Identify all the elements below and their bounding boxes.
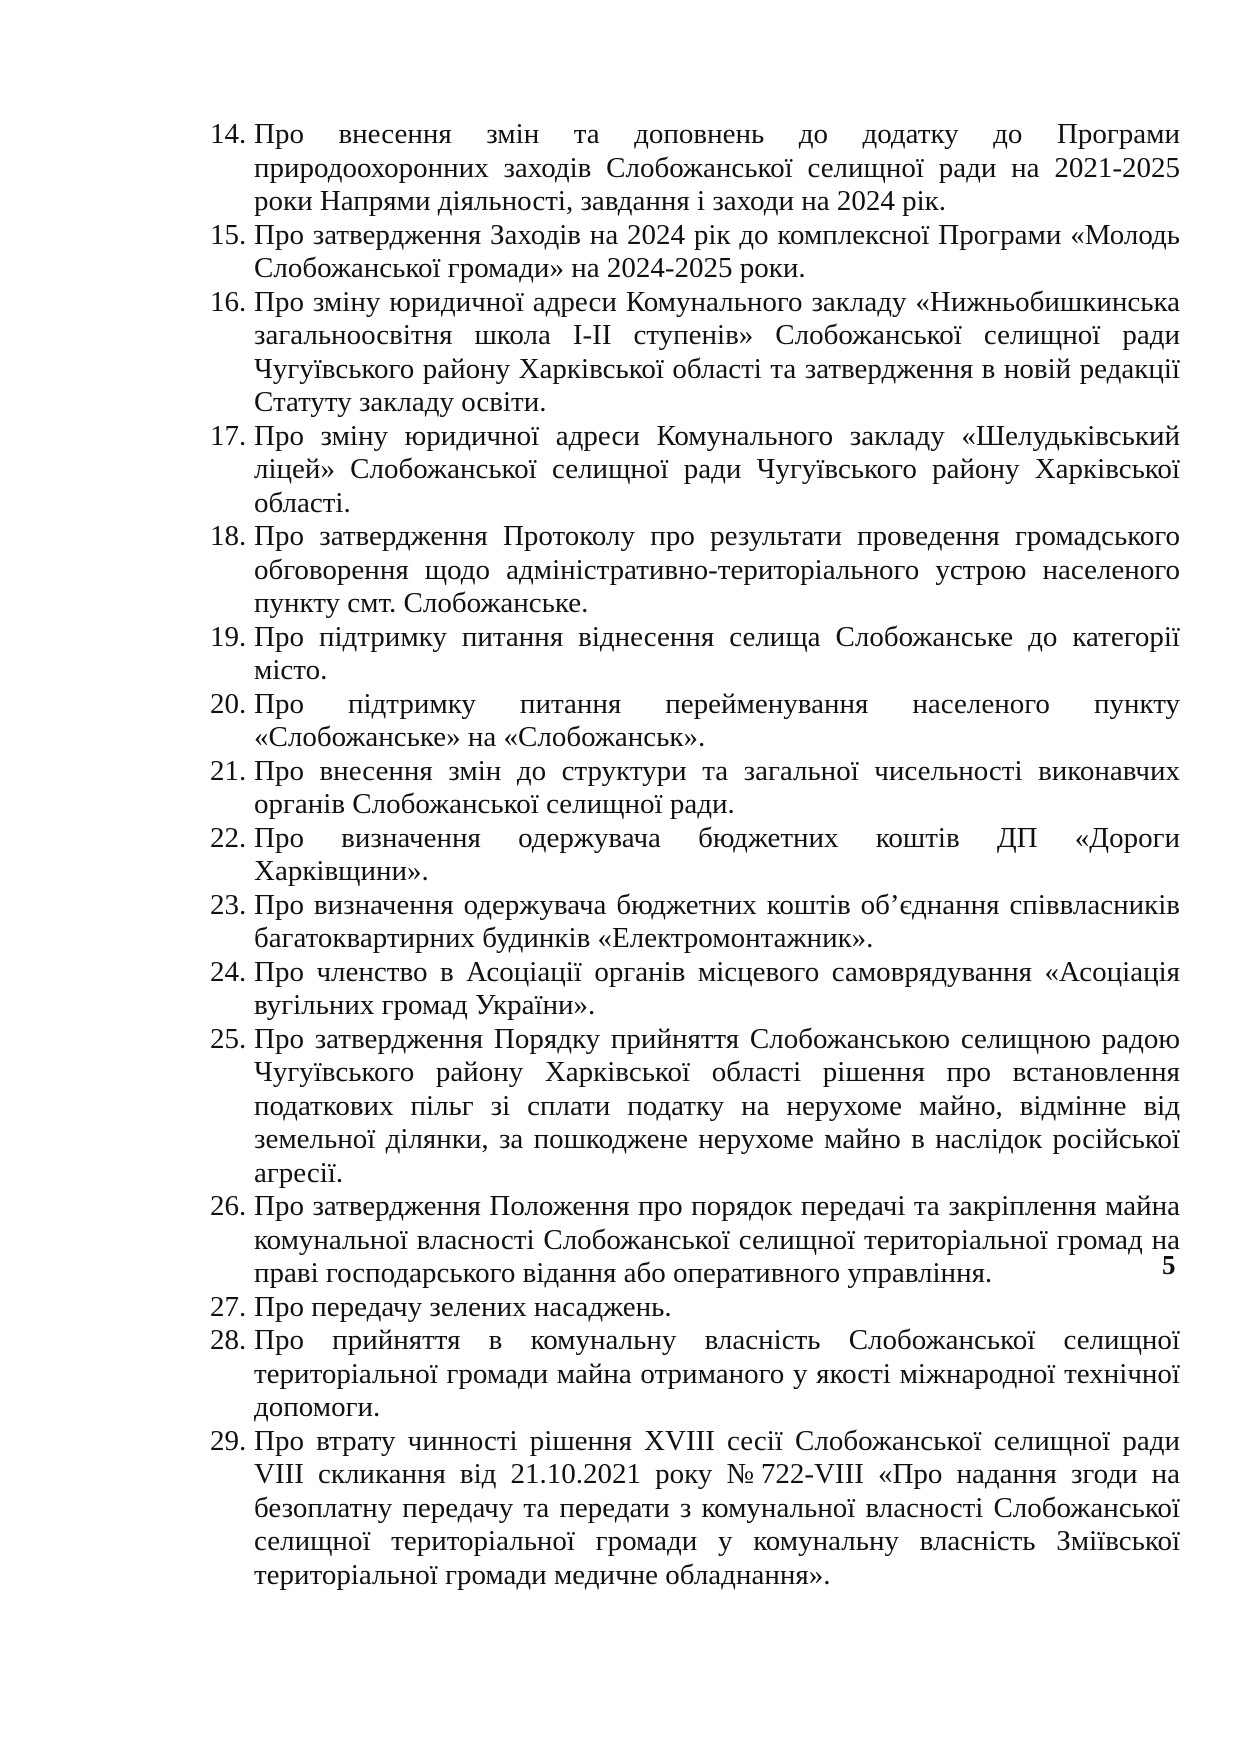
item-number: 14. (210, 118, 247, 150)
item-number: 18. (210, 520, 247, 552)
item-number: 28. (210, 1324, 247, 1356)
item-number: 21. (210, 754, 247, 787)
list-item (210, 118, 1180, 219)
item-number: 16. (210, 285, 247, 318)
list-item (210, 889, 1180, 956)
item-number: 20. (210, 687, 247, 720)
item-text: Про зміну юридичної адреси Комунального закладу «Шелудьківський ліцей» Слобожанської селищної ради Чугуївського району Харківської області. (254, 419, 1180, 519)
item-text: Про підтримку питання віднесення селища Слобожанське до категорії місто. (254, 620, 1180, 686)
list-item (210, 688, 1180, 755)
list-item (210, 420, 1180, 521)
list-item (210, 1023, 1180, 1191)
list-item (210, 1324, 1180, 1425)
item-number: 27. (210, 1290, 247, 1323)
list-item (210, 621, 1180, 688)
item-number: 29. (210, 1424, 247, 1457)
item-text: Про внесення змін до структури та загальної чисельності виконавчих органів Слобожанської селищної ради. (254, 754, 1180, 820)
item-text: Про втрату чинності рішення XVIII сесії Слобожанської селищної ради VIII скликання від 21.10.2021 року №722-VIII «Про надання згоди на безоплатну передачу та передати з комунальної власності Слобожанської селищної територіальної громади у комунальну власність Зміївської територіальної громади медичне обладнання». (254, 1424, 1180, 1591)
item-number: 22. (210, 821, 247, 854)
item-number: 15. (210, 218, 247, 251)
list-item (210, 822, 1180, 889)
item-number: 23. (210, 888, 247, 921)
item-text: Про прийняття в комунальну власність Слобожанської селищної територіальної громади майна отриманого у якості міжнародної технічної допомоги. (254, 1324, 1180, 1423)
list-item (210, 219, 1180, 286)
item-text: Про затвердження Порядку прийняття Слобожанською селищною радою Чугуївського району Харківської області рішення про встановлення податкових пільг зі сплати податку на нерухоме майно, відмінне від земельної ділянки, за пошкоджене нерухоме майно в наслідок російської агресії. (254, 1022, 1180, 1189)
item-text: Про визначення одержувача бюджетних коштів об’єднання співвласників багатоквартирних будинків «Електромонтажник». (254, 888, 1180, 954)
item-text: Про зміну юридичної адреси Комунального закладу «Нижньобишкинська загальноосвітня школа І-ІІ ступенів» Слобожанської селищної ради Чугуївського району Харківської області та затвердження в новій редакції Статуту закладу освіти. (254, 285, 1180, 418)
list-item (210, 1291, 1180, 1325)
item-number: 17. (210, 419, 247, 452)
item-text: Про підтримку питання перейменування населеного пункту «Слобожанське» на «Слобожанськ». (254, 687, 1180, 753)
item-number: 26. (210, 1190, 247, 1222)
item-text: Про визначення одержувача бюджетних коштів ДП «Дороги Харківщини». (254, 821, 1180, 887)
list-item (210, 755, 1180, 822)
list-item (210, 520, 1180, 621)
list-item (210, 1425, 1180, 1593)
item-text: Про передачу зелених насаджень. (254, 1290, 672, 1323)
list-item (210, 1190, 1180, 1291)
list-item (210, 286, 1180, 420)
agenda-list (210, 118, 1180, 1592)
item-number: 24. (210, 955, 247, 988)
item-number: 19. (210, 620, 247, 653)
item-number: 25. (210, 1022, 247, 1055)
list-item (210, 956, 1180, 1023)
item-text: Про затвердження Протоколу про результати проведення громадського обговорення щодо адміністративно-територіального устрою населеного пункту смт. Слобожанське. (254, 520, 1180, 619)
item-text: Про членство в Асоціації органів місцевого самоврядування «Асоціація вугільних громад України». (254, 955, 1180, 1021)
item-text: Про внесення змін та доповнень до додатку до Програми природоохоронних заходів Слобожанської селищної ради на 2021-2025 роки Напрями діяльності, завдання і заходи на 2024 рік. (254, 118, 1180, 217)
page-number: 5 (1162, 1250, 1176, 1280)
item-text: Про затвердження Заходів на 2024 рік до комплексної Програми «Молодь Слобожанської громади» на 2024-2025 роки. (254, 218, 1180, 284)
item-text: Про затвердження Положення про порядок передачі та закріплення майна комунальної власності Слобожанської селищної територіальної громад на праві господарського відання або оперативного управління. (254, 1190, 1180, 1289)
